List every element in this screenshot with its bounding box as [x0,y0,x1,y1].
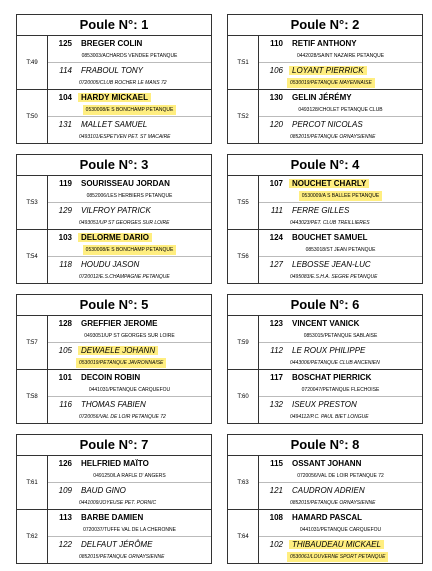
player-name: VILFROY PATRICK [81,206,151,215]
player-club: 0493051/UP ST GEORGES SUR LOIRE [84,333,175,339]
player-name: LOYANT PIERRICK [289,66,367,75]
player-entry [259,116,422,143]
poule-box [227,294,423,424]
poule-title: Poule N°: 8 [228,435,422,456]
player-number: 102 [269,540,283,549]
match-row [17,36,211,90]
player-club: 0853018/ST JEAN PETANQUE [305,247,376,253]
player-entry [259,370,422,396]
player-name: DELFAUT JÉRÔME [81,540,153,549]
match-row [17,510,211,563]
player-club: 0493101/ESPETVEN PET. ST MACAIRE [79,134,171,140]
player-number: 113 [59,513,72,522]
player-entry [48,510,211,536]
player-club: 0530008/E S BONCHAMP PETANQUE [83,245,177,255]
player-line [48,176,211,191]
match-players [48,456,211,509]
club-line [48,132,211,143]
poule-box [227,434,423,564]
match-players [48,230,211,283]
poule-box [16,294,212,424]
player-club: 0491250/LA RAFLE D' ANGERS [93,473,166,479]
table-number: T:63 [228,456,259,509]
club-line [48,331,211,342]
club-line [48,51,211,62]
player-club: 0852006/LES HERBIERS PETANQUE [86,193,173,199]
player-entry [259,62,422,89]
poule-title: Poule N°: 3 [17,155,211,176]
club-line [259,525,422,536]
player-number: 125 [58,39,72,48]
player-club: 0441009/JOYEUSE PET. PORNIC [79,500,157,506]
player-name: LE ROUX PHILIPPE [292,346,366,355]
club-line [48,525,211,536]
player-line [259,510,422,525]
player-name: THOMAS FABIEN [81,400,146,409]
player-entry [48,62,211,89]
player-name: SOURISSEAU JORDAN [81,179,170,188]
player-club: 0493051/UP ST GEORGES SUR LOIRE [79,220,170,226]
player-number: 120 [269,120,283,129]
poule-title: Poule N°: 4 [228,155,422,176]
player-club: 0853015/PETANQUE SABLAISE [303,333,378,339]
table-number: T:55 [228,176,259,229]
match-players [48,36,211,89]
match-row [17,90,211,143]
club-line [259,358,422,369]
match-row [17,176,211,230]
club-line [48,218,211,229]
table-number: T:61 [17,456,48,509]
match-row [17,316,211,370]
match-players [259,90,422,143]
player-number: 123 [269,319,283,328]
player-name: BREGER COLIN [81,39,143,48]
player-club: 0441031/PETANQUE CARQUEFOU [299,527,382,533]
club-line [48,358,211,369]
player-number: 130 [269,93,283,102]
player-name: BOUCHET SAMUEL [292,233,368,242]
player-number: 129 [58,206,72,215]
player-number: 116 [59,400,72,409]
player-club: 0530008/E S BONCHAMP PETANQUE [83,105,177,115]
player-entry [48,256,211,283]
player-club: 0852015/PETANQUE ORNAYSIENNE [290,500,376,506]
player-number: 124 [269,233,283,242]
player-name: FRABOUL TONY [81,66,143,75]
player-number: 108 [269,513,283,522]
club-line [259,51,422,62]
player-name: HELFRIED MAÏTO [81,459,149,468]
player-club: 0720037/TUFFE VAL DE LA CHERONNE [83,527,176,533]
player-name: BOSCHAT PIERRICK [292,373,372,382]
player-line [259,456,422,471]
poule-title: Poule N°: 7 [17,435,211,456]
player-line [48,456,211,471]
club-line [259,78,422,89]
table-number: T:59 [228,316,259,369]
player-number: 127 [269,260,283,269]
player-number: 105 [58,346,72,355]
player-number: 115 [270,459,283,468]
club-line [259,218,422,229]
player-line [259,63,422,78]
player-number: 109 [58,486,72,495]
player-line [48,343,211,358]
player-number: 103 [58,233,72,242]
match-row [228,176,422,230]
club-line [48,385,211,396]
player-entry [48,536,211,563]
player-line [48,510,211,525]
player-club: 0495083/E.S.H.A. SEGRE PETANQUE [290,274,378,280]
match-players [259,510,422,563]
player-line [259,230,422,245]
match-row [228,230,422,283]
player-entry [259,456,422,482]
player-number: 107 [269,179,283,188]
match-row [228,456,422,510]
player-line [48,63,211,78]
club-line [259,245,422,256]
player-entry [259,230,422,256]
player-line [48,483,211,498]
table-number: T:64 [228,510,259,563]
player-entry [48,90,211,116]
player-club: 0720005/CLUB ROCHER LE MANS 72 [79,80,167,86]
player-entry [259,342,422,369]
match-players [259,456,422,509]
player-entry [48,342,211,369]
table-number: T:57 [17,316,48,369]
player-entry [48,202,211,229]
player-number: 121 [269,486,283,495]
match-row [17,370,211,423]
player-name: DECOIN ROBIN [81,373,141,382]
match-row [228,90,422,143]
player-name: BARBE DAMIEN [81,513,144,522]
match-players [259,230,422,283]
player-name: ISEUX PRESTON [292,400,357,409]
player-line [259,117,422,132]
player-club: 0441031/PETANQUE CARQUEFOU [88,387,171,393]
player-entry [259,176,422,202]
player-line [259,257,422,272]
player-name: LEBOSSE JEAN-LUC [292,260,371,269]
player-line [48,203,211,218]
player-club: 0720056/VAL DE LOIR PETANQUE 72 [79,414,166,420]
poule-title: Poule N°: 2 [228,15,422,36]
table-number: T:58 [17,370,48,423]
club-line [48,471,211,482]
poule-box [16,154,212,284]
match-row [17,230,211,283]
player-entry [48,316,211,342]
player-club: 0720012/E.S.CHAMPAGNE PETANQUE [79,274,170,280]
player-club: 0530061/LOUVERNE SPORT PETANQUE [287,552,388,562]
player-number: 122 [58,540,72,549]
player-name: HOUDU JASON [81,260,140,269]
player-name: GREFFIER JEROME [81,319,158,328]
player-line [259,90,422,105]
player-entry [259,90,422,116]
match-players [259,36,422,89]
player-number: 119 [59,179,72,188]
table-number: T:60 [228,370,259,423]
player-name: HARDY MICKAEL [78,93,151,102]
table-number: T:62 [17,510,48,563]
poule-box [16,434,212,564]
player-line [259,36,422,51]
player-line [259,343,422,358]
player-name: NOUCHET CHARLY [289,179,369,188]
player-line [48,230,211,245]
club-line [259,191,422,202]
player-number: 110 [270,39,283,48]
player-number: 104 [58,93,72,102]
player-number: 111 [270,206,283,215]
player-line [259,537,422,552]
player-line [48,316,211,331]
player-line [48,370,211,385]
club-line [48,245,211,256]
match-players [48,176,211,229]
match-players [259,176,422,229]
player-entry [259,36,422,62]
player-name: FERRE GILLES [292,206,350,215]
poule-box [227,14,423,144]
table-number: T:52 [228,90,259,143]
match-row [228,36,422,90]
player-club: 0530009/A S BALLEE PETANQUE [299,191,382,201]
player-club: 0443006/PETANQUE CLUB ANCENIEN [290,360,380,366]
player-entry [259,202,422,229]
player-line [48,90,211,105]
player-number: 112 [270,346,283,355]
club-line [259,385,422,396]
player-number: 128 [58,319,72,328]
player-line [259,397,422,412]
match-row [228,316,422,370]
player-entry [48,230,211,256]
player-line [48,257,211,272]
player-entry [259,536,422,563]
player-club: 0530019/PETANQUE MAYENNAISE [287,78,375,88]
player-number: 117 [270,373,283,382]
player-name: BAUD GINO [81,486,126,495]
player-club: 0720056/VAL DE LOIR PETANQUE 72 [297,473,384,479]
match-row [17,456,211,510]
player-number: 118 [59,260,72,269]
club-line [259,132,422,143]
table-number: T:50 [17,90,48,143]
match-players [48,90,211,143]
player-entry [48,456,211,482]
player-line [48,537,211,552]
player-line [259,370,422,385]
player-line [259,203,422,218]
player-club: 0442028/SAINT NAZAIRE PETANQUE [296,53,385,59]
player-club: 0494112/P.C. PAUL BIET LONGUE [290,414,369,420]
match-row [228,370,422,423]
player-name: DEWAELE JOHANN [78,346,158,355]
player-number: 132 [269,400,283,409]
club-line [259,331,422,342]
player-name: DELORME DARIO [78,233,152,242]
player-number: 126 [58,459,72,468]
club-line [259,498,422,509]
table-number: T:49 [17,36,48,89]
club-line [48,105,211,116]
club-line [48,412,211,423]
club-line [259,272,422,283]
club-line [259,471,422,482]
player-number: 106 [269,66,283,75]
poule-box [227,154,423,284]
match-players [48,370,211,423]
player-club: 0493128/CHOLET PETANQUE CLUB [298,107,383,113]
player-entry [48,116,211,143]
player-line [259,316,422,331]
match-players [259,370,422,423]
player-club: 0852015/PETANQUE ORNAYSIENNE [290,134,376,140]
player-name: HAMARD PASCAL [292,513,363,522]
player-line [48,397,211,412]
player-club: 0852015/PETANQUE ORNAYSIENNE [79,554,165,560]
player-entry [48,36,211,62]
club-line [259,412,422,423]
player-number: 114 [59,66,72,75]
player-entry [48,176,211,202]
player-club: 0530019/PETANQUE JAVRONNAISE [76,358,166,368]
player-entry [48,370,211,396]
club-line [48,78,211,89]
player-club: 0853003/ACHARDS VENDEE PETANQUE [81,53,178,59]
player-name: THIBAUDEAU MICKAEL [289,540,384,549]
player-name: GELIN JÉRÉMY [292,93,352,102]
player-entry [48,482,211,509]
player-line [259,483,422,498]
club-line [48,191,211,202]
player-number: 101 [58,373,72,382]
player-entry [259,256,422,283]
club-line [48,552,211,563]
player-name: OSSANT JOHANN [292,459,362,468]
club-line [48,498,211,509]
player-name: CAUDRON ADRIEN [292,486,365,495]
player-club: 0443023/PET. CLUB TREILLIERES [290,220,370,226]
player-line [48,117,211,132]
player-entry [259,396,422,423]
club-line [259,105,422,116]
table-number: T:53 [17,176,48,229]
player-name: RETIF ANTHONY [292,39,357,48]
match-players [259,316,422,369]
player-name: VINCENT VANICK [292,319,360,328]
poule-title: Poule N°: 6 [228,295,422,316]
player-entry [259,510,422,536]
player-name: MALLET SAMUEL [81,120,148,129]
player-entry [259,316,422,342]
club-line [259,552,422,563]
table-number: T:51 [228,36,259,89]
player-number: 131 [58,120,72,129]
poule-title: Poule N°: 5 [17,295,211,316]
poule-box [16,14,212,144]
match-players [48,510,211,563]
club-line [48,272,211,283]
table-number: T:56 [228,230,259,283]
match-row [228,510,422,563]
player-line [259,176,422,191]
player-club: 0720047/PETANQUE FLECHOISE [301,387,380,393]
player-entry [259,482,422,509]
match-players [48,316,211,369]
player-name: PERCOT NICOLAS [292,120,363,129]
table-number: T:54 [17,230,48,283]
poule-title: Poule N°: 1 [17,15,211,36]
player-line [48,36,211,51]
player-entry [48,396,211,423]
